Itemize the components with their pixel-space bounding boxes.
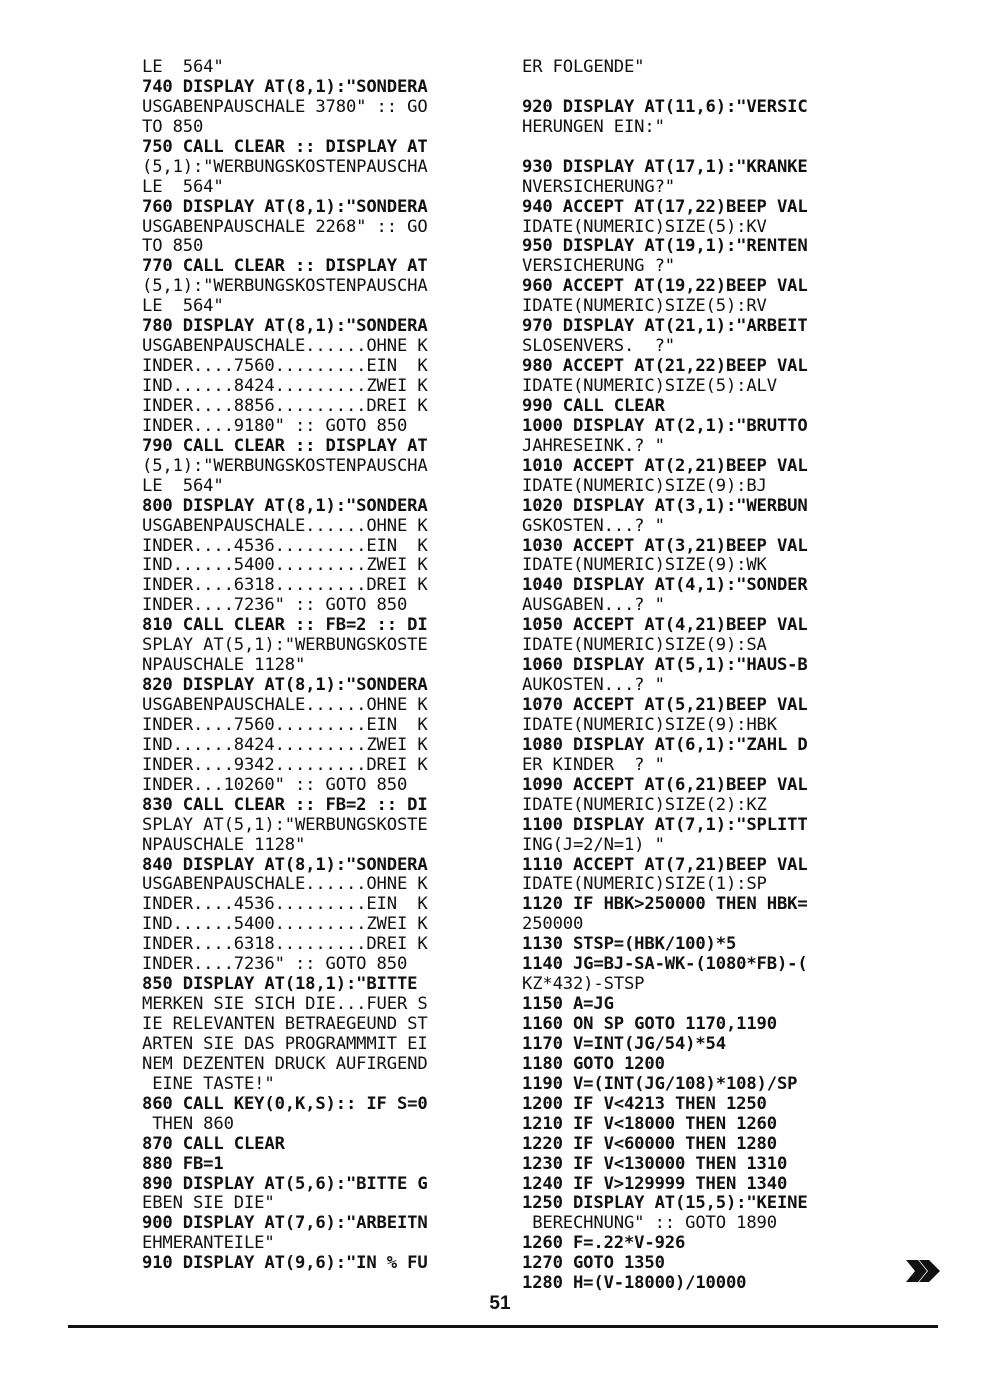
code-line: NPAUSCHALE 1128" — [142, 656, 306, 676]
code-line: 890 DISPLAY AT(5,6):"BITTE G — [142, 1174, 428, 1194]
code-line: 1130 STSP=(HBK/100)*5 — [522, 935, 737, 955]
code-line: 1080 DISPLAY AT(6,1):"ZAHL D — [522, 735, 808, 755]
code-line: 920 DISPLAY AT(11,6):"VERSIC — [522, 97, 808, 117]
code-line: THEN 860 — [142, 1114, 234, 1134]
code-line: INDER....9180" :: GOTO 850 — [142, 416, 408, 436]
code-line: 1210 IF V<18000 THEN 1260 — [522, 1114, 777, 1134]
code-line: 1120 IF HBK>250000 THEN HBK= — [522, 895, 808, 915]
code-line: LE 564" — [142, 58, 224, 77]
page-number: 51 — [489, 1293, 511, 1314]
code-line: IND......8424.........ZWEI K — [142, 377, 428, 396]
code-line: EHMERANTEILE" — [142, 1234, 275, 1254]
code-line: 1220 IF V<60000 THEN 1280 — [522, 1134, 777, 1154]
code-line: AUSGABEN...? " — [522, 596, 665, 616]
code-line: 940 ACCEPT AT(17,22)BEEP VAL — [522, 197, 808, 217]
code-line: 840 DISPLAY AT(8,1):"SONDERA — [142, 855, 428, 875]
code-line: 1190 V=(INT(JG/108)*108)/SP — [522, 1074, 798, 1094]
code-line: 1100 DISPLAY AT(7,1):"SPLITT — [522, 815, 808, 835]
code-line: 930 DISPLAY AT(17,1):"KRANKE — [522, 157, 808, 177]
code-line: 1230 IF V<130000 THEN 1310 — [522, 1154, 788, 1174]
code-line: 1090 ACCEPT AT(6,21)BEEP VAL — [522, 775, 808, 795]
code-line: IDATE(NUMERIC)SIZE(9):BJ — [522, 476, 767, 496]
code-line: IDATE(NUMERIC)SIZE(5):ALV — [522, 377, 777, 396]
code-line: IND......5400.........ZWEI K — [142, 915, 428, 935]
code-line: INDER....4536.........EIN K — [142, 895, 428, 915]
code-line: 760 DISPLAY AT(8,1):"SONDERA — [142, 197, 428, 217]
code-line: INDER....9342.........DREI K — [142, 755, 428, 775]
code-line: USGABENPAUSCHALE......OHNE K — [142, 696, 428, 715]
code-line: VERSICHERUNG ?" — [522, 257, 675, 277]
code-line: IDATE(NUMERIC)SIZE(9):SA — [522, 636, 767, 656]
code-line: 880 FB=1 — [142, 1154, 224, 1174]
code-line: BERECHNUNG" :: GOTO 1890 — [522, 1214, 777, 1234]
code-line: 1270 GOTO 1350 — [522, 1254, 665, 1274]
code-line: INDER....7560.........EIN K — [142, 357, 428, 377]
code-line: 1180 GOTO 1200 — [522, 1054, 665, 1074]
code-line: 860 CALL KEY(0,K,S):: IF S=0 — [142, 1094, 428, 1114]
code-line: IND......8424.........ZWEI K — [142, 735, 428, 755]
double-chevron-right-icon — [905, 1258, 941, 1284]
code-line: KZ*432)-STSP — [522, 975, 645, 995]
code-line: IDATE(NUMERIC)SIZE(2):KZ — [522, 795, 767, 815]
code-line: IDATE(NUMERIC)SIZE(5):KV — [522, 217, 767, 237]
right-code-column — [522, 58, 808, 1294]
code-line: 820 DISPLAY AT(8,1):"SONDERA — [142, 676, 428, 696]
code-line: (5,1):"WERBUNGSKOSTENPAUSCHA — [142, 157, 428, 177]
code-line: 800 DISPLAY AT(8,1):"SONDERA — [142, 496, 428, 516]
code-line: 1110 ACCEPT AT(7,21)BEEP VAL — [522, 855, 808, 875]
code-line: 1150 A=JG — [522, 995, 614, 1015]
code-line: 980 ACCEPT AT(21,22)BEEP VAL — [522, 357, 808, 377]
code-line: AUKOSTEN...? " — [522, 676, 665, 696]
code-line: JAHRESEINK.? " — [522, 436, 665, 456]
code-line: USGABENPAUSCHALE 3780" :: GO — [142, 97, 428, 117]
code-line: 1050 ACCEPT AT(4,21)BEEP VAL — [522, 616, 808, 636]
code-line: 780 DISPLAY AT(8,1):"SONDERA — [142, 317, 428, 337]
code-line: IDATE(NUMERIC)SIZE(1):SP — [522, 875, 767, 895]
code-line: SLOSENVERS. ?" — [522, 337, 675, 357]
code-line: INDER....4536.........EIN K — [142, 536, 428, 556]
code-line: NPAUSCHALE 1128" — [142, 835, 306, 855]
code-line: INDER....6318.........DREI K — [142, 576, 428, 596]
code-line: 1060 DISPLAY AT(5,1):"HAUS-B — [522, 656, 808, 676]
code-line: 910 DISPLAY AT(9,6):"IN % FU — [142, 1254, 428, 1274]
code-line: INDER....7560.........EIN K — [142, 715, 428, 735]
code-line: LE 564" — [142, 177, 224, 197]
code-line — [522, 78, 808, 98]
code-line: EINE TASTE!" — [142, 1074, 275, 1094]
code-line: USGABENPAUSCHALE......OHNE K — [142, 337, 428, 357]
code-line: 1020 DISPLAY AT(3,1):"WERBUN — [522, 496, 808, 516]
code-line: 950 DISPLAY AT(19,1):"RENTEN — [522, 237, 808, 257]
code-line: IND......5400.........ZWEI K — [142, 556, 428, 576]
code-line: 850 DISPLAY AT(18,1):"BITTE — [142, 975, 418, 995]
code-line: NVERSICHERUNG?" — [522, 177, 675, 197]
code-line: 830 CALL CLEAR :: FB=2 :: DI — [142, 795, 428, 815]
code-line: 900 DISPLAY AT(7,6):"ARBEITN — [142, 1214, 428, 1234]
left-code-column — [142, 58, 428, 1274]
code-line: 1000 DISPLAY AT(2,1):"BRUTTO — [522, 416, 808, 436]
code-line: 1010 ACCEPT AT(2,21)BEEP VAL — [522, 456, 808, 476]
code-line: INDER...10260" :: GOTO 850 — [142, 775, 408, 795]
code-line: 790 CALL CLEAR :: DISPLAY AT — [142, 436, 428, 456]
code-line: 250000 — [522, 915, 584, 935]
code-line: SPLAY AT(5,1):"WERBUNGSKOSTE — [142, 636, 428, 656]
code-line: TO 850 — [142, 237, 204, 257]
code-line: TO 850 — [142, 117, 204, 137]
code-line: LE 564" — [142, 476, 224, 496]
code-line: ARTEN SIE DAS PROGRAMMMIT EI — [142, 1034, 428, 1054]
code-line: MERKEN SIE SICH DIE...FUER S — [142, 995, 428, 1015]
code-line: 750 CALL CLEAR :: DISPLAY AT — [142, 137, 428, 157]
code-line: (5,1):"WERBUNGSKOSTENPAUSCHA — [142, 456, 428, 476]
code-line: IDATE(NUMERIC)SIZE(9):HBK — [522, 715, 777, 735]
code-line: GSKOSTEN...? " — [522, 516, 665, 536]
code-line — [522, 138, 808, 158]
code-line: ING(J=2/N=1) " — [522, 835, 665, 855]
code-line: 1040 DISPLAY AT(4,1):"SONDER — [522, 576, 808, 596]
code-line: HERUNGEN EIN:" — [522, 117, 665, 137]
code-line: IDATE(NUMERIC)SIZE(9):WK — [522, 556, 767, 576]
code-line: 770 CALL CLEAR :: DISPLAY AT — [142, 257, 428, 277]
code-line: 1240 IF V>129999 THEN 1340 — [522, 1174, 788, 1194]
code-line: 870 CALL CLEAR — [142, 1134, 285, 1154]
code-line: IE RELEVANTEN BETRAEGEUND ST — [142, 1015, 428, 1034]
code-line: INDER....7236" :: GOTO 850 — [142, 596, 408, 616]
code-line: (5,1):"WERBUNGSKOSTENPAUSCHA — [142, 277, 428, 297]
code-line: EBEN SIE DIE" — [142, 1194, 275, 1214]
code-line: 740 DISPLAY AT(8,1):"SONDERA — [142, 77, 428, 97]
code-line: SPLAY AT(5,1):"WERBUNGSKOSTE — [142, 815, 428, 835]
code-line: USGABENPAUSCHALE......OHNE K — [142, 875, 428, 895]
code-line: 960 ACCEPT AT(19,22)BEEP VAL — [522, 277, 808, 297]
code-line: 1250 DISPLAY AT(15,5):"KEINE — [522, 1194, 808, 1214]
code-line: NEM DEZENTEN DRUCK AUFIRGEND — [142, 1054, 428, 1074]
code-line: INDER....8856.........DREI K — [142, 396, 428, 416]
code-line: INDER....7236" :: GOTO 850 — [142, 955, 408, 975]
code-line: 810 CALL CLEAR :: FB=2 :: DI — [142, 616, 428, 636]
code-line: 1280 H=(V-18000)/10000 — [522, 1274, 747, 1294]
code-line: 1170 V=INT(JG/54)*54 — [522, 1034, 726, 1054]
code-line: INDER....6318.........DREI K — [142, 935, 428, 955]
code-line: 1200 IF V<4213 THEN 1250 — [522, 1094, 767, 1114]
code-line: 990 CALL CLEAR — [522, 396, 665, 416]
code-line: ER KINDER ? " — [522, 755, 665, 775]
code-line: 1070 ACCEPT AT(5,21)BEEP VAL — [522, 696, 808, 715]
code-line: USGABENPAUSCHALE......OHNE K — [142, 516, 428, 536]
code-line: 1160 ON SP GOTO 1170,1190 — [522, 1015, 777, 1034]
footer-rule — [68, 1325, 938, 1328]
code-line: IDATE(NUMERIC)SIZE(5):RV — [522, 297, 767, 317]
code-line: 1030 ACCEPT AT(3,21)BEEP VAL — [522, 536, 808, 556]
code-line: 1260 F=.22*V-926 — [522, 1234, 686, 1254]
code-line: USGABENPAUSCHALE 2268" :: GO — [142, 217, 428, 237]
code-line: 1140 JG=BJ-SA-WK-(1080*FB)-( — [522, 955, 808, 975]
code-line: LE 564" — [142, 297, 224, 317]
code-line: ER FOLGENDE" — [522, 58, 645, 77]
code-line: 970 DISPLAY AT(21,1):"ARBEIT — [522, 317, 808, 337]
